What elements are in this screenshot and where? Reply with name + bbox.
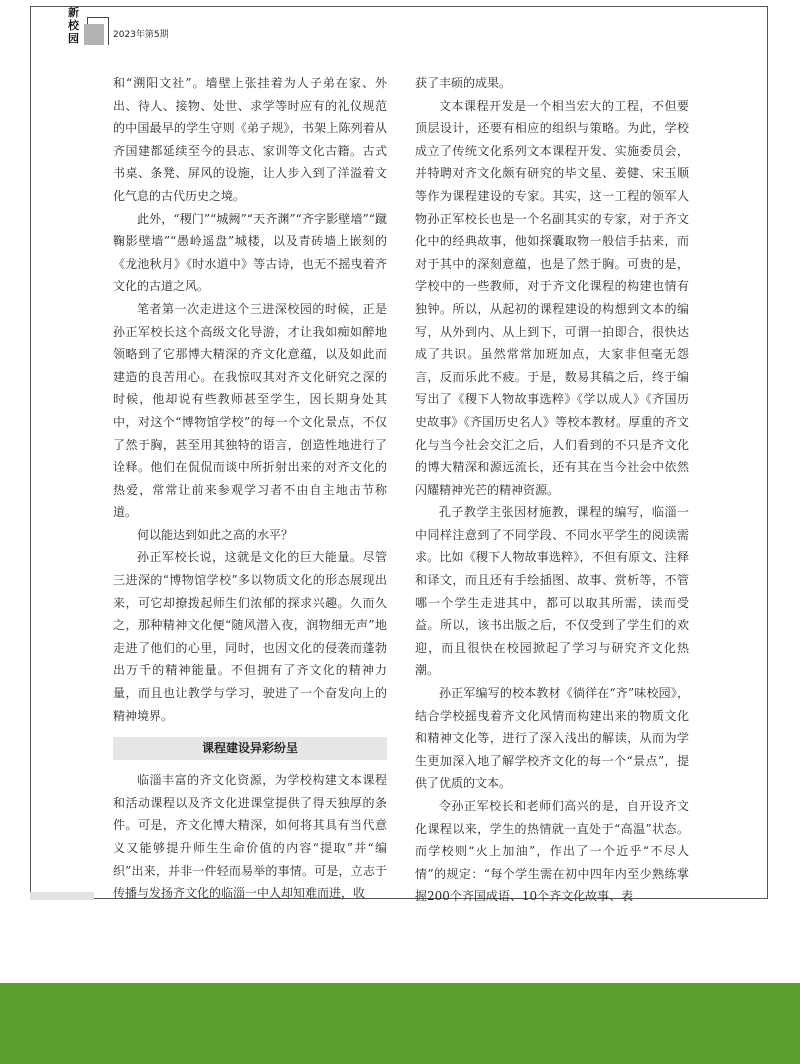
paragraph: 文本课程开发是一个相当宏大的工程，不但要顶层设计，还要有相应的组织与策略。为此，学校成立了传统文化系列文本课程开发、实施委员会，并特聘对齐文化颇有研究的毕文星、姜健、宋玉顺等作为课程建设的专家。其实，这一工程的领军人物孙正军校长也是一个名副其实的专家，对于齐文化中的经典故事，他如探囊取物一般信手拈来，而对于其中的深刻意蕴，也是了然于胸。可贵的是，学校中的一些教师，对于齐文化课程的构建也情有独钟。所以，从起初的课程建设的构想到文本的编写，从外到内、从上到下，可谓一拍即合，很快达成了共识。虽然常常加班加点，大家非但毫无怨言，反而乐此不疲。于是，数易其稿之后，终于编写出了《稷下人物故事选粹》《学以成人》《齐国历史故事》《齐国历史名人》等校本教材。厚重的齐文化与当今社会交汇之后，人们看到的不只是齐文化的博大精深和源远流长，还有其在当今社会中依然闪耀精神光芒的精神资源。 [415,98,689,497]
brand-char: 校 [68,19,79,32]
brand-char: 园 [68,32,79,45]
paragraph: 何以能达到如此之高的水平？ [137,527,294,542]
paragraph: 获了丰硕的成果。 [415,76,512,90]
paragraph: 临淄丰富的齐文化资源，为学校构建文本课程和活动课程以及齐文化进课堂提供了得天独厚的条件。可是，齐文化博大精深，如何将其具有当代意义又能够提升师生生命价值的内容“提取”并“编织”出来，并非一件轻而易举的事情。可是，立志于传播与发扬齐文化的临淄一中人却知难而进，收 [113,773,387,901]
left-column [113,72,387,905]
paragraph: 孙正军校长说，这就是文化的巨大能量。尽管三进深的“博物馆学校”多以物质文化的形态展现出来，可它却撩拨起师生们浓郁的探求兴趣。久而久之，那种精神文化便“随风潜入夜，润物细无声”地走进了他们的心里，同时，也因文化的侵袭而蓬勃出万千的精神能量。不但拥有了齐文化的精神力量，而且也让教学与学习，驶进了一个奋发向上的精神境界。 [113,550,387,723]
paragraph: 和“溯阳文社”。墙壁上张挂着为人子弟在家、外出、待人、接物、处世、求学等时应有的礼仪规范的中国最早的学生守则《弟子规》，书架上陈列着从齐国建都延续至今的县志、家训等文化古籍。古式书桌、条凳、屏风的设施，让人步入到了洋溢着文化气息的古代历史之境。 [113,76,387,203]
paragraph: 令孙正军校长和老师们高兴的是，自开设齐文化课程以来，学生的热情就一直处于“高温”状态。而学校则“火上加油”，作出了一个近乎“不尽人情”的规定：“每个学生需在初中四年内至少熟练掌握200个齐国成语、10个齐文化故事、表 [415,799,689,904]
footer-band [0,983,800,1064]
masthead-block [84,24,104,45]
paragraph: 此外，“稷门”“城阙”“天齐渊”“齐字影壁墙”“蹴鞠影壁墙”“愚岭遥盘”城楼，以及青砖墙上嵌刻的《龙池秋月》《时水道中》等古诗，也无不摇曳着齐文化的古道之风。 [113,211,387,294]
masthead-rule [87,17,109,18]
issue-label: 2023年第5期 [113,30,169,40]
paragraph: 孙正军编写的校本教材《徜徉在“齐”味校园》，结合学校摇曳着齐文化风情而构建出来的物质文化和精神文化等，进行了深入浅出的解读，从而为学生更加深入地了解学校齐文化的每一个“景点”，提供了优质的文本。 [415,686,689,791]
paragraph: 笔者第一次走进这个三进深校园的时候，正是孙正军校长这个高级文化导游，才让我如痴如醉地领略到了它那博大精深的齐文化意蕴，以及如此而建造的良苦用心。在我惊叹其对齐文化研究之深的时候，他却说有些教师甚至学生，因长期身处其中，对这个“博物馆学校”的每一个文化景点，不仅了然于胸，甚至用其独特的语言，创造性地进行了诠释。他们在侃侃而谈中所折射出来的对齐文化的热爱，常常让前来参观学习者不由自主地击节称道。 [113,301,387,520]
paragraph: 孔子教学主张因材施教，课程的编写，临淄一中同样注意到了不同学段、不同水平学生的阅读需求。比如《稷下人物故事选粹》，不但有原文、注释和译文，而且还有手绘插图、故事、赏析等，不管哪一个学生走进其中，都可以取其所需，读而受益。所以，该书出版之后，不仅受到了学生们的欢迎，而且很快在校园掀起了学习与研究齐文化热潮。 [415,505,689,678]
page-corner-tab [30,892,94,900]
masthead-rule [108,17,109,45]
right-column [415,72,689,908]
brand-char: 新 [68,6,79,19]
magazine-brand [68,6,84,45]
section-heading: 课程建设异彩纷呈 [113,737,387,760]
